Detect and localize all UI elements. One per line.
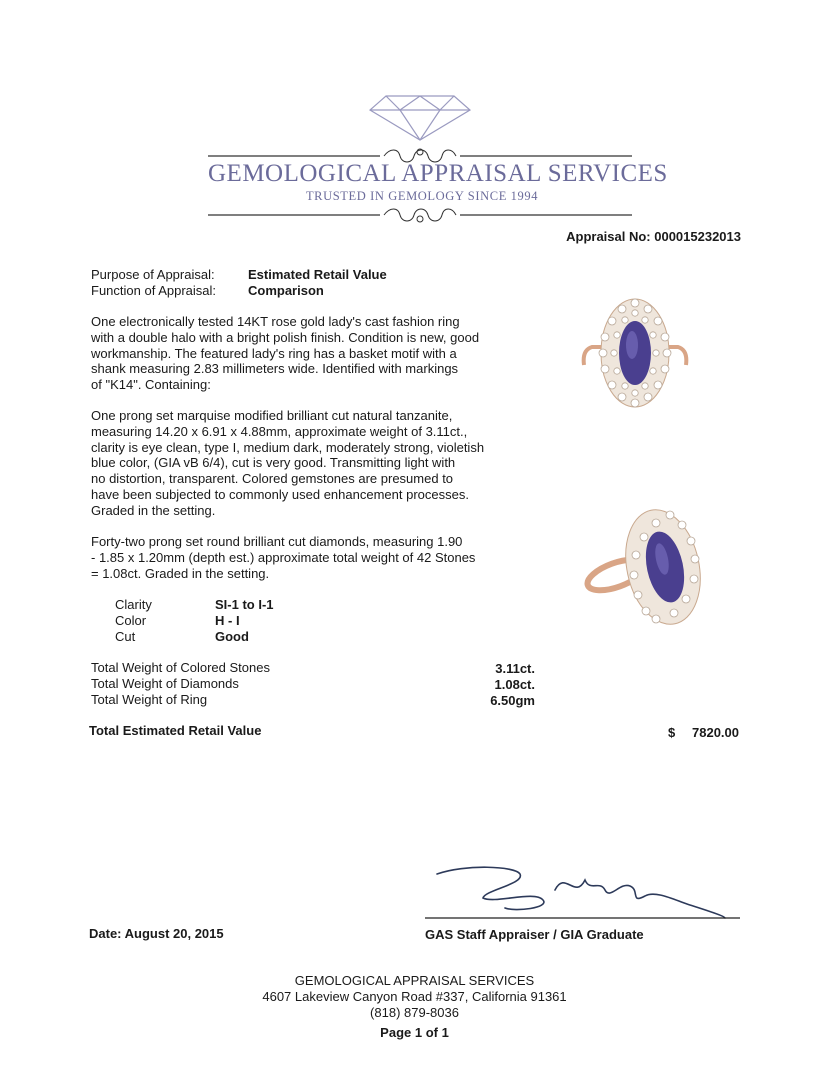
appraisal-number: Appraisal No: 000015232013 — [566, 229, 741, 244]
ring-side-image — [578, 505, 708, 630]
footer-phone: (818) 879-8036 — [370, 1005, 459, 1020]
ring-front-image — [580, 295, 690, 415]
retail-value-label: Total Estimated Retail Value — [89, 723, 262, 738]
page-number: Page 1 of 1 — [380, 1025, 449, 1040]
total-colored-stones-value: 3.11ct. — [495, 661, 535, 676]
function-label: Function of Appraisal: — [91, 283, 217, 298]
diamond-icon — [370, 96, 470, 140]
grading-label-color: Color — [115, 613, 147, 628]
company-name-text: GEMOLOGICAL APPRAISAL SERVICES — [208, 160, 668, 187]
grading-label-clarity: Clarity — [115, 597, 152, 612]
total-diamonds-label: Total Weight of Diamonds — [91, 676, 239, 691]
footer-company: GEMOLOGICAL APPRAISAL SERVICES — [294, 973, 535, 988]
grading-label-cut: Cut — [115, 629, 136, 644]
total-ring-weight-label: Total Weight of Ring — [91, 692, 208, 707]
function-value: Comparison — [248, 283, 324, 298]
signer-title: GAS Staff Appraiser / GIA Graduate — [425, 927, 644, 942]
total-diamonds-value: 1.08ct. — [494, 677, 535, 692]
grading-value-clarity: SI-1 to I-1 — [215, 597, 274, 612]
grading-value-color: H - I — [215, 613, 240, 628]
currency-symbol: $ — [668, 725, 676, 740]
footer-address: 4607 Lakeview Canyon Road #337, California 91361 — [262, 989, 567, 1004]
gemstone-description: One prong set marquise modified brilliant cut natural tanzanite, measuring 14.20 x 6.91 x 4.88mm, approximate weight of 3.11ct., clarity is eye clean, type I, medium dark, moderately strong, violetish blue color, (GIA vB 6/4), cut is very good. Transmitting light with no distortion, transparent. Colored gemstones are presumed to have been subjected to commonly used enhancement processes. Graded in the setting. — [91, 408, 485, 518]
total-colored-stones-label: Total Weight of Colored Stones — [91, 660, 270, 675]
purpose-value: Estimated Retail Value — [248, 267, 387, 282]
retail-value-amount: 7820.00 — [692, 725, 739, 740]
gemological-logo — [200, 88, 668, 228]
item-description: One electronically tested 14KT rose gold lady's cast fashion ring with a double halo with a bright polish finish. Condition is new, good workmanship. The featured lady's ring has a basket motif with a shank measuring 2.83 millimeters wide. Identified with markings of "K14". Containing: — [91, 314, 480, 393]
flourish-icon — [384, 209, 456, 222]
purpose-label: Purpose of Appraisal: — [91, 267, 215, 282]
total-ring-weight-value: 6.50gm — [490, 693, 535, 708]
diamond-description: Forty-two prong set round brilliant cut diamonds, measuring 1.90 - 1.85 x 1.20mm (depth est.) approximate total weight of 42 Stones = 1.08ct. Graded in the setting. — [91, 534, 476, 581]
company-tagline: TRUSTED IN GEMOLOGY SINCE 1994 — [305, 189, 539, 203]
signature-image — [425, 860, 745, 925]
grading-value-cut: Good — [215, 629, 249, 644]
company-name — [208, 160, 668, 188]
appraisal-date: Date: August 20, 2015 — [89, 926, 224, 941]
